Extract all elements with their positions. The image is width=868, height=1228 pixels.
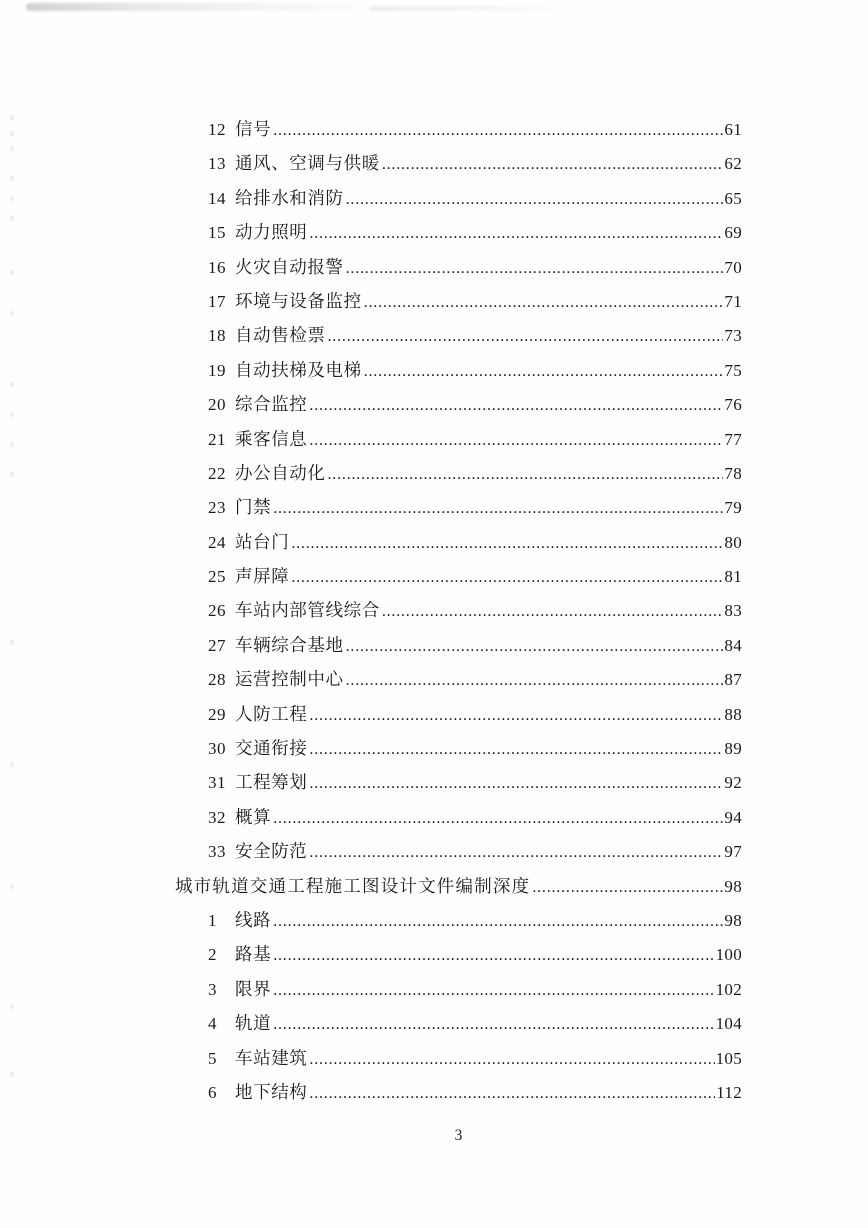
toc-entry-page-number: 102 [715, 979, 742, 999]
toc-entry [208, 146, 742, 180]
toc-entry-number: 18 [208, 326, 226, 346]
toc-entry-number: 32 [208, 807, 226, 827]
toc-entry-number: 17 [208, 291, 226, 311]
toc-entry-page-number: 89 [724, 739, 742, 759]
dot-leader [364, 353, 724, 389]
toc-entry-title: 门禁 [235, 497, 272, 518]
toc-entry-title: 乘客信息 [235, 428, 308, 449]
dot-leader [328, 456, 724, 492]
toc-entry-title: 概算 [235, 806, 272, 827]
table-of-contents [175, 112, 742, 1109]
scan-speck [10, 270, 14, 275]
toc-entry-title: 站台门 [235, 531, 290, 552]
toc-entry-page-number: 71 [724, 291, 742, 311]
toc-entry-number: 31 [208, 773, 226, 793]
toc-entry-page-number: 69 [724, 223, 742, 243]
toc-entry-title: 车站建筑 [235, 1047, 308, 1068]
toc-entry [208, 834, 742, 868]
toc-entry-number: 1 [208, 910, 217, 930]
toc-entry [208, 731, 742, 765]
dot-leader [346, 250, 724, 286]
toc-entry-title: 安全防范 [235, 841, 308, 862]
dot-leader [532, 869, 723, 905]
dot-leader [309, 215, 723, 251]
toc-entry-title: 工程筹划 [235, 772, 308, 793]
toc-entry-page-number: 73 [724, 326, 742, 346]
toc-entry [208, 387, 742, 421]
toc-entry-page-number: 97 [724, 842, 742, 862]
toc-entry-number: 16 [208, 257, 226, 277]
dot-leader [346, 628, 724, 664]
dot-leader [309, 834, 723, 870]
toc-entry-number: 15 [208, 223, 226, 243]
toc-entry-page-number: 87 [724, 670, 742, 690]
toc-entry-number: 26 [208, 601, 226, 621]
toc-entry-title: 综合监控 [235, 394, 308, 415]
dot-leader [273, 112, 723, 148]
toc-entries-continuation [175, 112, 742, 869]
toc-entry-title: 动力照明 [235, 222, 308, 243]
toc-entry [208, 628, 742, 662]
toc-entry-page-number: 112 [716, 1082, 742, 1102]
dot-leader [309, 765, 723, 801]
toc-entry-number: 3 [208, 979, 217, 999]
toc-entry-title: 自动售检票 [235, 325, 326, 346]
toc-entry-number: 21 [208, 429, 226, 449]
toc-entry-title: 轨道 [235, 1013, 272, 1034]
scan-speck [10, 196, 14, 201]
toc-entry [208, 112, 742, 146]
toc-section-title: 城市轨道交通工程施工图设计文件编制深度 [175, 875, 531, 896]
dot-leader [382, 593, 724, 629]
scan-artifact-smudge [26, 3, 356, 11]
dot-leader [291, 559, 723, 595]
toc-entry-title: 人防工程 [235, 703, 308, 724]
dot-leader [273, 1006, 714, 1042]
dot-leader [309, 422, 723, 458]
scan-speck [10, 884, 14, 889]
toc-entry-page-number: 75 [724, 360, 742, 380]
toc-entry-page-number: 84 [724, 635, 742, 655]
dot-leader [273, 490, 723, 526]
toc-entry-page-number: 105 [715, 1048, 742, 1068]
dot-leader [309, 1041, 714, 1077]
toc-entry-page-number: 76 [724, 395, 742, 415]
toc-entry-title: 路基 [235, 944, 272, 965]
toc-entry [208, 490, 742, 524]
toc-entry-number: 29 [208, 704, 226, 724]
scan-speck [10, 115, 14, 120]
dot-leader [346, 181, 724, 217]
toc-entry-number: 23 [208, 498, 226, 518]
page-number: 3 [454, 1127, 463, 1144]
toc-entry-number: 12 [208, 120, 226, 139]
toc-entry-title: 自动扶梯及电梯 [235, 359, 362, 380]
toc-entry [208, 1041, 742, 1075]
scan-speck [10, 146, 14, 151]
toc-entry [208, 1075, 742, 1109]
toc-entry-number: 2 [208, 945, 217, 965]
toc-entry [208, 593, 742, 627]
scan-speck [10, 176, 14, 181]
toc-entry [208, 318, 742, 352]
toc-entry-title: 车站内部管线综合 [235, 600, 380, 621]
toc-entry-page-number: 94 [724, 807, 742, 827]
toc-entry-title: 线路 [235, 909, 272, 930]
toc-entry [208, 903, 742, 937]
toc-entry-page-number: 92 [724, 773, 742, 793]
toc-entry [208, 972, 742, 1006]
toc-entry-number: 24 [208, 532, 226, 552]
toc-entry-page-number: 83 [724, 601, 742, 621]
scan-artifact-smudge [370, 6, 550, 11]
toc-entry [208, 559, 742, 593]
toc-entry-number: 13 [208, 154, 226, 174]
toc-entry-number: 33 [208, 842, 226, 862]
toc-entry-number: 28 [208, 670, 226, 690]
toc-entry [208, 800, 742, 834]
toc-entry-number: 4 [208, 1014, 217, 1034]
toc-entry-title: 声屏障 [235, 566, 290, 587]
toc-entry-title: 信号 [235, 119, 272, 139]
toc-entry [208, 697, 742, 731]
toc-entry-number: 19 [208, 360, 226, 380]
toc-entry-page-number: 61 [724, 120, 742, 139]
toc-entry-number: 30 [208, 739, 226, 759]
toc-section-page-number: 98 [724, 876, 742, 896]
toc-entry-title: 车辆综合基地 [235, 634, 344, 655]
toc-entry [208, 765, 742, 799]
dot-leader [309, 697, 723, 733]
toc-entry-title: 环境与设备监控 [235, 290, 362, 311]
toc-entry-number: 6 [208, 1082, 217, 1102]
scan-speck [10, 382, 14, 387]
toc-entry-page-number: 100 [715, 945, 742, 965]
scan-speck [10, 216, 14, 221]
scan-speck [10, 762, 14, 767]
dot-leader [328, 318, 724, 354]
toc-entry-number: 5 [208, 1048, 217, 1068]
dot-leader [273, 972, 714, 1008]
dot-leader [364, 284, 724, 320]
toc-entry-page-number: 88 [724, 704, 742, 724]
dot-leader [309, 731, 723, 767]
toc-entry [208, 284, 742, 318]
toc-entry-number: 27 [208, 635, 226, 655]
toc-entry-page-number: 80 [724, 532, 742, 552]
toc-entry [208, 422, 742, 456]
toc-entry [208, 662, 742, 696]
toc-entry-number: 22 [208, 463, 226, 483]
toc-entry [208, 525, 742, 559]
toc-entry-page-number: 98 [724, 910, 742, 930]
toc-entry-title: 限界 [235, 978, 272, 999]
dot-leader [309, 387, 723, 423]
toc-entry [208, 250, 742, 284]
dot-leader [273, 903, 723, 939]
toc-entry-number: 14 [208, 188, 226, 208]
toc-entries-section2 [175, 903, 742, 1109]
toc-entry [208, 1006, 742, 1040]
toc-entry-page-number: 70 [724, 257, 742, 277]
toc-entry-title: 办公自动化 [235, 462, 326, 483]
scan-speck [10, 412, 14, 417]
scan-speck [10, 640, 14, 645]
toc-entry-page-number: 81 [724, 567, 742, 587]
toc-entry-number: 20 [208, 395, 226, 415]
toc-entry-title: 给排水和消防 [235, 187, 344, 208]
toc-entry [208, 353, 742, 387]
toc-entry-number: 25 [208, 567, 226, 587]
dot-leader [382, 146, 724, 182]
scan-speck [10, 472, 14, 477]
scan-speck [10, 442, 14, 447]
toc-entry [208, 181, 742, 215]
scan-speck [10, 311, 14, 316]
toc-entry-title: 通风、空调与供暖 [235, 153, 380, 174]
toc-entry-page-number: 78 [724, 463, 742, 483]
toc-entry-title: 地下结构 [235, 1081, 308, 1102]
toc-entry-title: 火灾自动报警 [235, 256, 344, 277]
dot-leader [291, 525, 723, 561]
toc-entry-title: 运营控制中心 [235, 669, 344, 690]
toc-entry [208, 456, 742, 490]
scan-speck [10, 1004, 14, 1009]
dot-leader [309, 1075, 715, 1111]
toc-entry-page-number: 104 [715, 1014, 742, 1034]
dot-leader [273, 800, 723, 836]
dot-leader [346, 662, 724, 698]
dot-leader [273, 937, 714, 973]
toc-entry-title: 交通衔接 [235, 738, 308, 759]
toc-entry [208, 937, 742, 971]
toc-section-header [175, 869, 742, 903]
toc-entry-page-number: 65 [724, 188, 742, 208]
toc-entry [208, 215, 742, 249]
toc-entry-page-number: 79 [724, 498, 742, 518]
toc-entry-page-number: 62 [724, 154, 742, 174]
scan-speck [10, 131, 14, 136]
scan-speck [10, 1072, 14, 1077]
toc-entry-page-number: 77 [724, 429, 742, 449]
